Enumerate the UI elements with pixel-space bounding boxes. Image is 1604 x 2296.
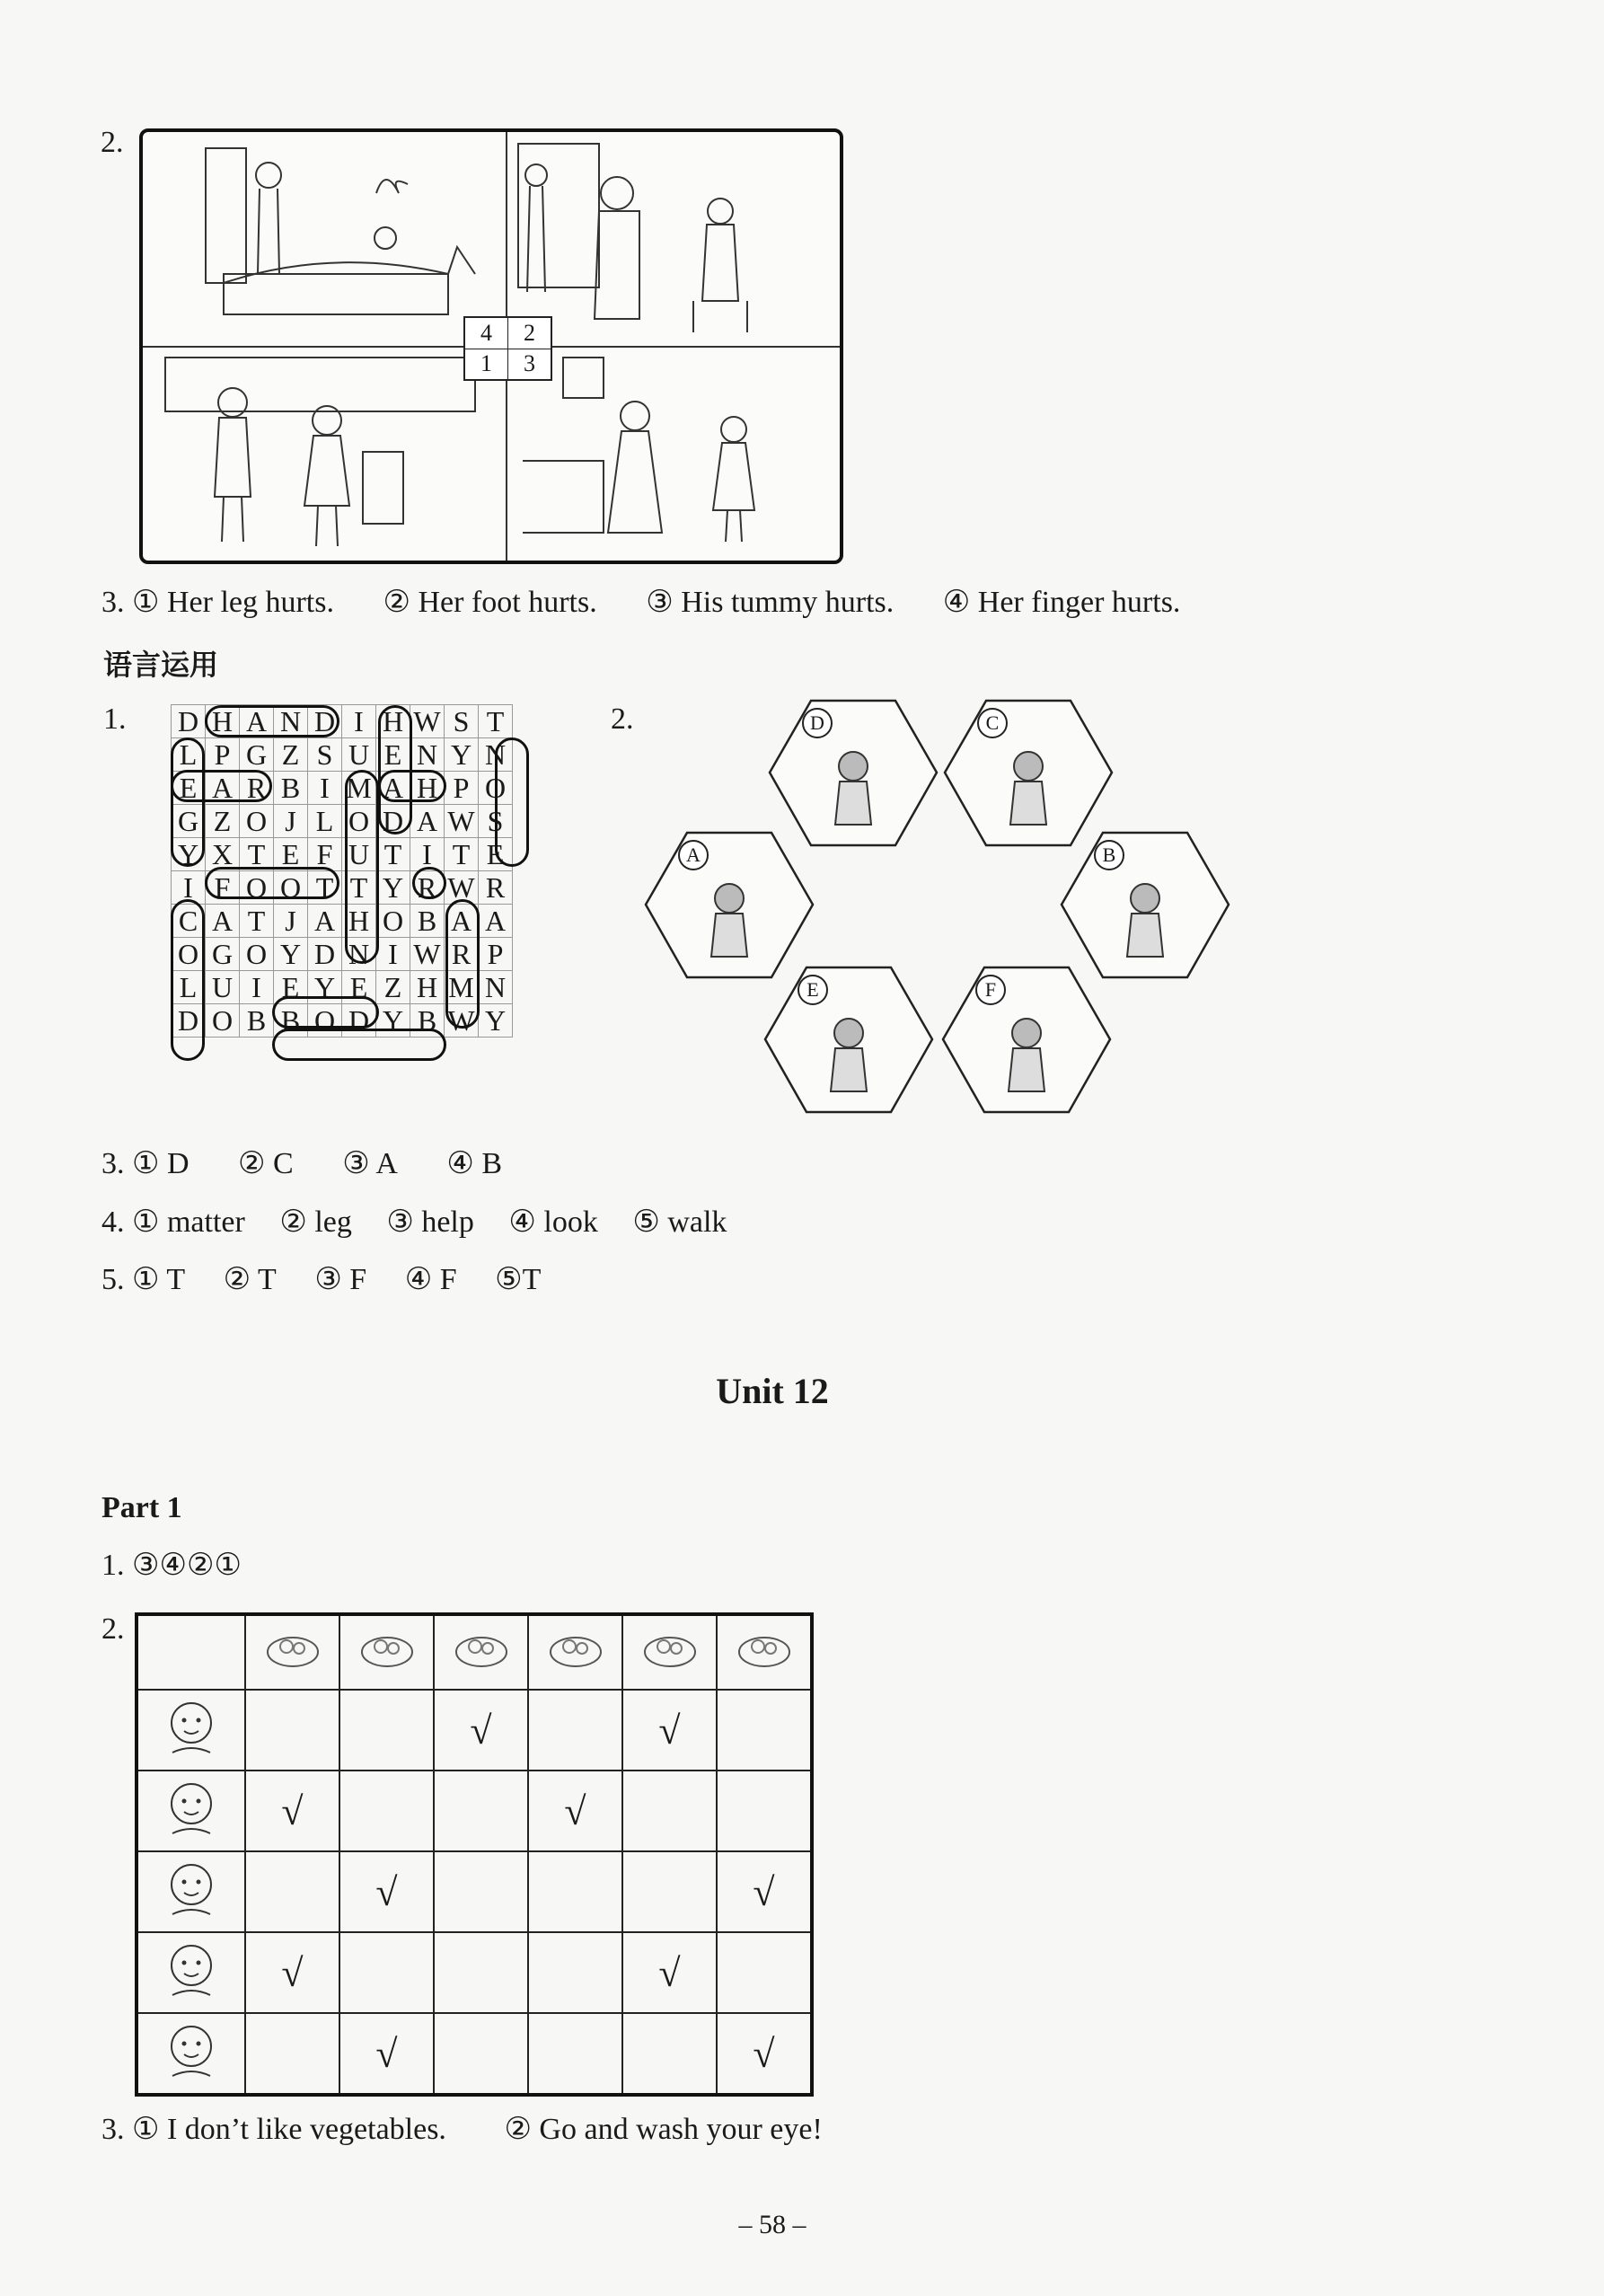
word-search-cell: I (342, 705, 376, 738)
word-search-cell: B (240, 1004, 274, 1038)
answer-number: ② (504, 2113, 532, 2146)
word-search-cell: E (274, 838, 308, 871)
word-search-cell: N (274, 705, 308, 738)
food-check-cell (622, 1932, 717, 2013)
word-search-cell: G (206, 938, 240, 971)
answer-text: A (375, 1147, 398, 1180)
food-table-row (137, 1771, 812, 1851)
food-header-cell (339, 1614, 434, 1690)
food-check-cell (245, 1932, 339, 2013)
person-cell (137, 1771, 245, 1851)
word-search-cell: L (308, 805, 342, 838)
word-search-cell: Z (274, 738, 308, 772)
person-cell (137, 1690, 245, 1771)
check-mark: √ (281, 1950, 304, 1995)
word-loop-nose (495, 737, 529, 867)
check-mark: √ (281, 1788, 304, 1833)
answer-number: ② (223, 1263, 251, 1296)
word-search-cell: A (479, 905, 513, 938)
word-search-cell: T (240, 838, 274, 871)
answer-item (405, 1261, 457, 1297)
word-search-cell: O (240, 871, 274, 905)
unit-q3-answers (101, 2111, 864, 2147)
answer-number: ① (132, 1205, 160, 1239)
word-search-cell: I (410, 838, 445, 871)
food-header-cell (717, 1614, 812, 1690)
answer-text: walk (667, 1205, 727, 1239)
food-check-cell (339, 1690, 434, 1771)
word-search-cell: B (274, 772, 308, 805)
question-label: 4. (101, 1205, 125, 1239)
word-search-cell: I (376, 938, 410, 971)
word-loop-cold (171, 899, 205, 1061)
word-search-cell: R (445, 938, 479, 971)
word-search-cell: X (206, 838, 240, 871)
word-search-cell: B (274, 1004, 308, 1038)
word-search-cell: U (342, 838, 376, 871)
answer-number: ④ (446, 1147, 474, 1180)
word-search-cell: T (308, 871, 342, 905)
answer-sequence: ③④②① (132, 1549, 242, 1582)
answer-text: help (421, 1205, 474, 1239)
question-3-label: 3. (101, 586, 125, 619)
hexagon-man-sitting (941, 966, 1112, 1114)
panel-visiting (514, 139, 833, 341)
word-search-cell: O (342, 805, 376, 838)
word-search-cell: Y (274, 938, 308, 971)
boy-face-icon (160, 1724, 223, 1768)
food-check-cell (622, 1690, 717, 1771)
food-check-cell (622, 2013, 717, 2095)
girl-face-icon (160, 1805, 223, 1849)
word-search-cell: G (240, 738, 274, 772)
word-search-cell: D (172, 1004, 206, 1038)
word-search-cell: N (479, 738, 513, 772)
word-search-cell: E (172, 772, 206, 805)
word-search-cell: H (376, 705, 410, 738)
word-search-cell: L (172, 971, 206, 1004)
word-search-cell: I (308, 772, 342, 805)
unit-q1 (101, 1547, 242, 1583)
answer-text: His tummy hurts. (681, 586, 895, 619)
word-search-cell: S (445, 705, 479, 738)
hexagon-grandma (943, 699, 1114, 847)
answer-item (383, 584, 597, 620)
food-check-cell (528, 2013, 622, 2095)
word-search-cell: J (274, 805, 308, 838)
answer-text: matter (166, 1205, 245, 1239)
answer-number: ② (383, 586, 410, 619)
word-search-cell: R (240, 772, 274, 805)
food-header-cell (434, 1614, 528, 1690)
word-search-cell: Y (376, 871, 410, 905)
word-search-cell: R (479, 871, 513, 905)
answer-item (238, 1145, 294, 1181)
word-search-cell: M (342, 772, 376, 805)
food-check-cell (717, 1851, 812, 1932)
salad-icon (639, 1638, 701, 1682)
word-search-cell: A (206, 905, 240, 938)
word-search-cell: C (172, 905, 206, 938)
word-search-cell: G (172, 805, 206, 838)
answer-number: ③ (646, 586, 674, 619)
food-check-cell (434, 1771, 528, 1851)
answer-text: Her foot hurts. (418, 586, 597, 619)
food-check-cell (245, 1690, 339, 1771)
word-search-cell: W (445, 805, 479, 838)
check-mark: √ (658, 1950, 681, 1995)
picture-sequence-frame (139, 128, 843, 564)
word-search-cell: Y (479, 1004, 513, 1038)
food-check-cell (245, 1851, 339, 1932)
food-table-row (137, 2013, 812, 2095)
food-table-row (137, 1932, 812, 2013)
answer-number: ② (279, 1205, 307, 1239)
answer-item (224, 1261, 277, 1297)
fruit-icon (356, 1638, 419, 1682)
answer-number: ③ (386, 1205, 414, 1239)
word-search-cell: O (240, 938, 274, 971)
answer-number: ③ (342, 1147, 370, 1180)
food-check-cell (622, 1851, 717, 1932)
food-header-cell (245, 1614, 339, 1690)
sequence-cell: 2 (508, 318, 551, 349)
answer-text: Her finger hurts. (977, 586, 1181, 619)
word-search-cell: S (308, 738, 342, 772)
question-label: 3. (101, 1147, 125, 1180)
word-search-cell: H (206, 705, 240, 738)
word-search-cell: Y (376, 1004, 410, 1038)
answer-item (279, 1204, 352, 1240)
answer-text: T (522, 1263, 542, 1296)
word-search-cell: M (445, 971, 479, 1004)
word-search-cell: D (308, 938, 342, 971)
word-search-cell: E (342, 971, 376, 1004)
word-search-cell: E (479, 838, 513, 871)
girl-pigtails-face-icon (160, 1966, 223, 2010)
word-search-cell: P (206, 738, 240, 772)
word-search-cell: O (479, 772, 513, 805)
person-cell (137, 1851, 245, 1932)
answer-item (646, 584, 894, 620)
food-check-cell (245, 2013, 339, 2095)
food-check-cell (528, 1771, 622, 1851)
word-search-cell: W (410, 705, 445, 738)
answer-item (132, 1204, 245, 1240)
answer-item (132, 1145, 189, 1181)
listening-q3-answers (101, 584, 1221, 620)
word-loop-arm (445, 899, 480, 1029)
word-search-cell: U (206, 971, 240, 1004)
hexagon-letter: E (798, 975, 828, 1005)
word-search-cell: D (172, 705, 206, 738)
food-table-row (137, 1690, 812, 1771)
answer-number: ① (132, 2113, 160, 2146)
hexagon-letter: D (802, 708, 833, 738)
answer-item (132, 2111, 446, 2147)
grandpa-face-icon (160, 2047, 223, 2091)
word-search-cell: R (410, 871, 445, 905)
answer-item (342, 1145, 398, 1181)
answer-item (943, 584, 1181, 620)
food-check-cell (339, 1851, 434, 1932)
answer-number: ② (238, 1147, 266, 1180)
panel-sick-in-bed (152, 139, 498, 341)
word-search-cell: A (308, 905, 342, 938)
word-search-cell: A (206, 772, 240, 805)
language-q3-answers (101, 1145, 543, 1181)
food-check-cell (434, 1851, 528, 1932)
word-search-cell: N (342, 938, 376, 971)
word-search-cell: B (410, 905, 445, 938)
hexagon-lying-down (763, 966, 934, 1114)
check-mark: √ (470, 1708, 492, 1753)
hexagon-letter: B (1094, 840, 1124, 870)
word-search-cell: Z (376, 971, 410, 1004)
word-search-cell: S (479, 805, 513, 838)
word-loop-eye (272, 996, 379, 1029)
word-search-cell: O (206, 1004, 240, 1038)
word-search-cell: I (172, 871, 206, 905)
answer-text: look (543, 1205, 598, 1239)
hexagon-question-label: 2. (611, 702, 634, 736)
answer-text: B (481, 1147, 503, 1180)
question-label: 5. (101, 1263, 125, 1296)
answer-text: T (258, 1263, 277, 1296)
food-check-cell (622, 1771, 717, 1851)
answer-number: ④ (942, 586, 971, 619)
word-search-cell: T (479, 705, 513, 738)
language-q5-answers (101, 1261, 582, 1297)
answer-item (132, 1261, 185, 1297)
sequence-cell: 4 (465, 318, 508, 349)
wordsearch-label: 1. (103, 702, 127, 736)
word-search-cell: W (445, 1004, 479, 1038)
word-search-cell: Z (206, 805, 240, 838)
word-search-cell: H (342, 905, 376, 938)
food-check-cell (528, 1851, 622, 1932)
part-title: Part 1 (101, 1491, 182, 1524)
word-search-cell: P (445, 772, 479, 805)
word-search-cell: J (274, 905, 308, 938)
food-check-cell (339, 1771, 434, 1851)
page-number: – 58 – (738, 2210, 806, 2239)
answer-number: ① (132, 586, 160, 619)
answer-text: leg (314, 1205, 352, 1239)
food-check-cell (339, 1932, 434, 2013)
word-search-row (172, 738, 513, 772)
answer-item (314, 1261, 366, 1297)
word-search-cell: E (376, 738, 410, 772)
word-search-cell: H (410, 971, 445, 1004)
food-check-cell (339, 2013, 434, 2095)
word-search-cell: A (240, 705, 274, 738)
word-search-cell: A (445, 905, 479, 938)
word-search-cell: F (308, 838, 342, 871)
answer-number: ③ (314, 1263, 342, 1296)
hexagon-child-headache (644, 831, 815, 979)
answer-text: I don’t like vegetables. (166, 2113, 446, 2146)
word-loop-ear (171, 770, 272, 802)
food-check-cell (528, 1932, 622, 2013)
check-mark: √ (658, 1708, 681, 1753)
word-search-cell: Y (308, 971, 342, 1004)
hexagon-letter: F (975, 975, 1006, 1005)
word-search-cell: O (274, 871, 308, 905)
word-search-cell: D (342, 1004, 376, 1038)
answer-text: D (166, 1147, 189, 1180)
answer-item (446, 1145, 502, 1181)
answer-item (495, 1261, 541, 1297)
unit-title: Unit 12 (716, 1371, 829, 1411)
word-loop-hand (205, 705, 339, 737)
word-search-cell: D (376, 805, 410, 838)
answer-text: Her leg hurts. (166, 586, 334, 619)
question-label: 1. (101, 1549, 125, 1582)
check-mark: √ (753, 2031, 775, 2076)
food-table-label: 2. (101, 1612, 125, 1646)
answer-number: ⑤ (495, 1263, 523, 1296)
food-table-corner (137, 1614, 245, 1690)
answer-item (386, 1204, 474, 1240)
check-mark: √ (375, 1869, 398, 1914)
person-cell (137, 2013, 245, 2095)
question-2-label: 2. (101, 126, 124, 159)
word-search-cell: W (445, 871, 479, 905)
chicken-icon (450, 1638, 513, 1682)
word-search-cell: Y (172, 838, 206, 871)
word-search-cell: B (410, 1004, 445, 1038)
answer-number: ⑤ (632, 1205, 660, 1239)
check-mark: √ (564, 1788, 586, 1833)
food-header-cell (622, 1614, 717, 1690)
hexagon-letter: A (678, 840, 709, 870)
word-search-row (172, 805, 513, 838)
boy-curly-face-icon (160, 1885, 223, 1930)
sequence-cell: 3 (524, 350, 535, 376)
answer-item (632, 1204, 727, 1240)
food-check-cell (434, 1932, 528, 2013)
answer-item (508, 1204, 597, 1240)
word-search-cell: P (479, 938, 513, 971)
word-search-row (172, 838, 513, 871)
word-search-cell: N (479, 971, 513, 1004)
answer-number: ① (132, 1147, 160, 1180)
answer-text: T (166, 1263, 186, 1296)
food-check-cell (245, 1771, 339, 1851)
word-search-cell: T (240, 905, 274, 938)
panel-two-children (152, 353, 498, 552)
answer-item (132, 584, 334, 620)
sequence-cell: 1 (465, 349, 508, 379)
word-search-cell: T (342, 871, 376, 905)
check-mark: √ (753, 1869, 775, 1914)
answer-number: ① (132, 1263, 160, 1296)
section-heading-language: 语言运用 (103, 648, 219, 682)
vegetables-icon (261, 1638, 324, 1682)
answer-number: ④ (404, 1263, 433, 1296)
hexagon-child-tummy (1060, 831, 1230, 979)
person-cell (137, 1932, 245, 2013)
word-search-cell: T (445, 838, 479, 871)
fish-icon (544, 1638, 607, 1682)
hexagon-letter: C (977, 708, 1008, 738)
language-q4-answers (101, 1204, 754, 1240)
word-search-cell: H (410, 772, 445, 805)
word-loop-foot (205, 867, 339, 899)
answer-number: ④ (508, 1205, 536, 1239)
food-check-cell (434, 2013, 528, 2095)
answer-text: Go and wash your eye! (539, 2113, 823, 2146)
answer-text: F (439, 1263, 457, 1296)
word-search-cell: N (410, 738, 445, 772)
word-search-cell: O (308, 1004, 342, 1038)
word-loop-mouth (345, 770, 379, 964)
hexagon-child-bandaged (768, 699, 939, 847)
food-check-cell (717, 1932, 812, 2013)
food-check-cell (717, 1771, 812, 1851)
word-search-cell: U (342, 738, 376, 772)
food-check-cell (717, 2013, 812, 2095)
food-table-header-row (137, 1614, 812, 1690)
word-search-cell: I (240, 971, 274, 1004)
food-check-cell (528, 1690, 622, 1771)
word-search-cell: A (376, 772, 410, 805)
food-preference-table (135, 1612, 814, 2097)
food-header-cell (528, 1614, 622, 1690)
word-search-cell: F (206, 871, 240, 905)
food-check-cell (434, 1690, 528, 1771)
sequence-grid (463, 316, 552, 381)
milk-icon (733, 1638, 796, 1682)
check-mark: √ (375, 2031, 398, 2076)
word-search-cell: O (172, 938, 206, 971)
word-loop-ah (378, 770, 446, 802)
panel-doctor (514, 353, 833, 552)
word-search-cell: L (172, 738, 206, 772)
word-search-cell: T (376, 838, 410, 871)
word-loop-body (272, 1029, 446, 1061)
word-loop-r (412, 867, 446, 899)
word-search-cell: O (240, 805, 274, 838)
word-search-cell: O (376, 905, 410, 938)
word-search-cell: D (308, 705, 342, 738)
food-table-row (137, 1851, 812, 1932)
word-search-cell: E (274, 971, 308, 1004)
word-search-cell: Y (445, 738, 479, 772)
food-check-cell (717, 1690, 812, 1771)
answer-text: F (349, 1263, 367, 1296)
question-label: 3. (101, 2113, 125, 2146)
word-search-cell: A (410, 805, 445, 838)
answer-item (504, 2111, 822, 2147)
answer-text: C (273, 1147, 294, 1180)
word-loop-leg (171, 737, 205, 867)
word-search-cell: W (410, 938, 445, 971)
